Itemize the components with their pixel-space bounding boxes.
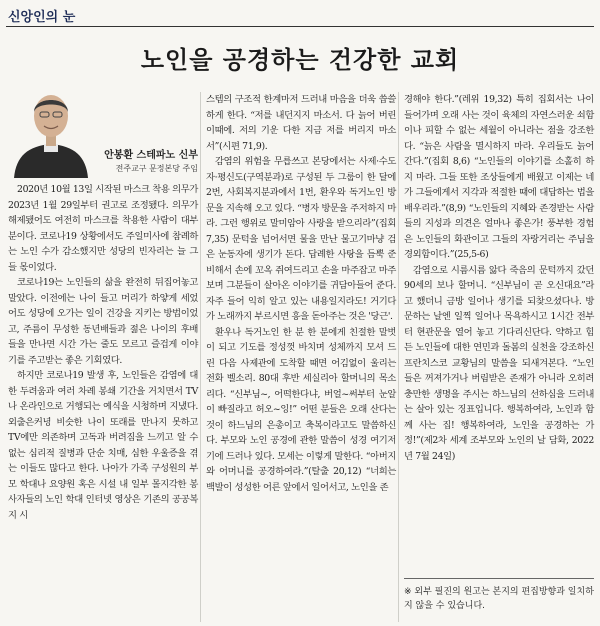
author-role: 전주교구 문정본당 주임 [115, 164, 198, 173]
author-byline [90, 146, 198, 174]
author-name: 안봉환 스테파노 신부 [104, 150, 198, 161]
article-column-1 [8, 182, 198, 622]
paragraph: 환우나 독거노인 한 분 한 분에게 친절한 말벗이 되고 기도를 정성껏 바치며 성체까지 모셔 드린 다음 사제관에 도착할 때면 어김없이 울리는 전화 벨소리. 80대 후반 세실리아 할머니의 목소리다. “신부님~, 어떡한다냐, 버얼~써부터 눈알이 빠질라고 허오~잉!” 어떤 분들은 오래 산다는 것이 하느님의 은총이고 축복이라고도 말씀하신다. 부모와 노인 공경에 관한 말씀이 성경 여기저기에 드러나 있다. 모세는 이렇게 말한다. “아버지와 어머니를 공경하여라.”(탈출 20,12) “너희는 백발이 성성한 어른 앞에서 일어서고, 노인을 존 [206, 326, 396, 493]
author-photo [10, 86, 92, 178]
section-label: 신앙인의 눈 [8, 10, 76, 25]
paragraph: 하지만 코로나19 발생 후, 노인들은 감염에 대한 두려움과 여러 차례 봉쇄 기간을 거치면서 TV나 온라인으로 거행되는 예식을 시청하며 지냈다. 외출은커녕 비슷한 나이 또래를 만나지 못하고 TV에만 의존하며 고독과 버려짐을 느끼고 알 수 없는 심리적 질병과 단순 치매, 심한 우울증을 겪는 이들도 많다고 한다. 나아가 가족 구성원의 부모 학대나 요양원 혹은 시설 내 일부 몰지각한 봉사자들의 노인 학대 인터넷 영상은 기존의 공공복지 시 [8, 370, 198, 521]
paragraph: 스템의 구조적 한계마저 드러내 마음을 더욱 씁쓸하게 한다. “저를 내던지지 마소서. 다 늙어 버린 이때에. 저의 기운 다한 지금 저를 버리지 마소서”(시편 71,9). [206, 94, 396, 152]
article-column-3 [404, 92, 594, 572]
column-divider [200, 92, 201, 622]
paragraph: 경해야 한다.”(레위 19,32) 특히 집회서는 나이 들어가며 오래 사는 것이 육체의 자연스러운 쇠함이나 피할 수 없는 세월이 아니라는 점을 강조한다. “늙은 사람을 멸시하지 마라. 우리들도 늙어 간다.”(집회 8,6) “노인들의 이야기를 소홀히 하지 마라. 그들 또한 조상들에게 배웠고 이제는 네가 그들에게서 지각과 적절한 때에 대답하는 법을 배우리라.”(8,9) “노인들의 지혜와 존경받는 사람들의 지성과 의견은 얼마나 좋은가! 풍부한 경험은 노인들의 화관이고 그들의 자랑거리는 주님을 경외함이다.”(25,5-6) [404, 94, 594, 260]
paragraph: 감염으로 시름시름 앓다 죽음의 문턱까지 갔던 90세의 보나 할머니. “신부님이 곧 오신대요”라고 했더니 금방 일어나 생기를 되찾으셨다나. 방문하는 날엔 일찍 일어나 목욕하시고 1시간 전부터 현관문을 열어 놓고 기다리신단다. 약하고 힘든 노인들에 대한 연민과 돌봄의 실천을 강조하신 프란치스코 교황님의 말씀을 되새겨본다. “노인들은 꺼져가거나 버림받은 존재가 아니라 오히려 충만한 생명을 주시는 하느님의 선하심을 드러내는 살아 있는 징표입니다. 행복하여라, 노인과 함께 사는 집! 행복하여라, 노인을 공경하는 가정!”(제2차 세계 조부모와 노인의 날 담화, 2022년 7월 24일) [404, 264, 594, 462]
header-rule [6, 26, 594, 27]
article-column-2 [206, 92, 396, 622]
paragraph: 감염의 위험을 무릅쓰고 본당에서는 사제·수도자·평신도(구역분과)로 구성된 두 그룹이 한 달에 2번, 사회복지분과에서 1번, 환우와 독거노인 방문을 지속해 오고 있다. “병자 방문을 주저하지 마라. 그런 행위로 말미암아 사랑을 받으리라”(집회 7,35) 문턱을 넘어서면 물을 만난 물고기마냥 검은 눈동자에 생기가 돈다. 답례한 사탕을 듬뿍 준비해서 손에 꼬옥 쥐여드리고 손을 마주잡고 마주보며 그분들이 살아온 이야기를 귀담아들어 준다. 자주 들어 익히 알고 있는 내용일지라도! 거기다가 노래까지 부르시면 흥을 돋아주는 것은 '당근'. [206, 156, 396, 322]
article-headline: 노인을 공경하는 건강한 교회 [140, 45, 460, 74]
paragraph: 2020년 10월 13일 시작된 마스크 착용 의무가 2023년 1월 29일부터 권고로 조정됐다. 의무가 해제됐어도 여전히 마스크를 착용한 사람이 대부분이다. 코로나19 상황에서도 주일미사에 참례하는 노인 수가 감소했지만 성당의 빈자리는 늘 그들 몫이었다. [8, 184, 198, 273]
column-divider [398, 92, 399, 622]
paragraph: 코로나19는 노인들의 삶을 완전히 뒤집어놓고 말았다. 이전에는 나이 들고 머리가 하얗게 세었어도 성당에 오가는 일이 건강을 지키는 방법이었고, 주름이 무성한 동년배들과 젊은 나이의 후배들을 만나면 시간 가는 줄도 모르고 즐겁게 이야기를 주고받는 좋은 기회였다. [8, 277, 198, 366]
editorial-footnote: ※ 외부 필진의 원고는 본지의 편집방향과 일치하지 않을 수 있습니다. [404, 578, 594, 622]
